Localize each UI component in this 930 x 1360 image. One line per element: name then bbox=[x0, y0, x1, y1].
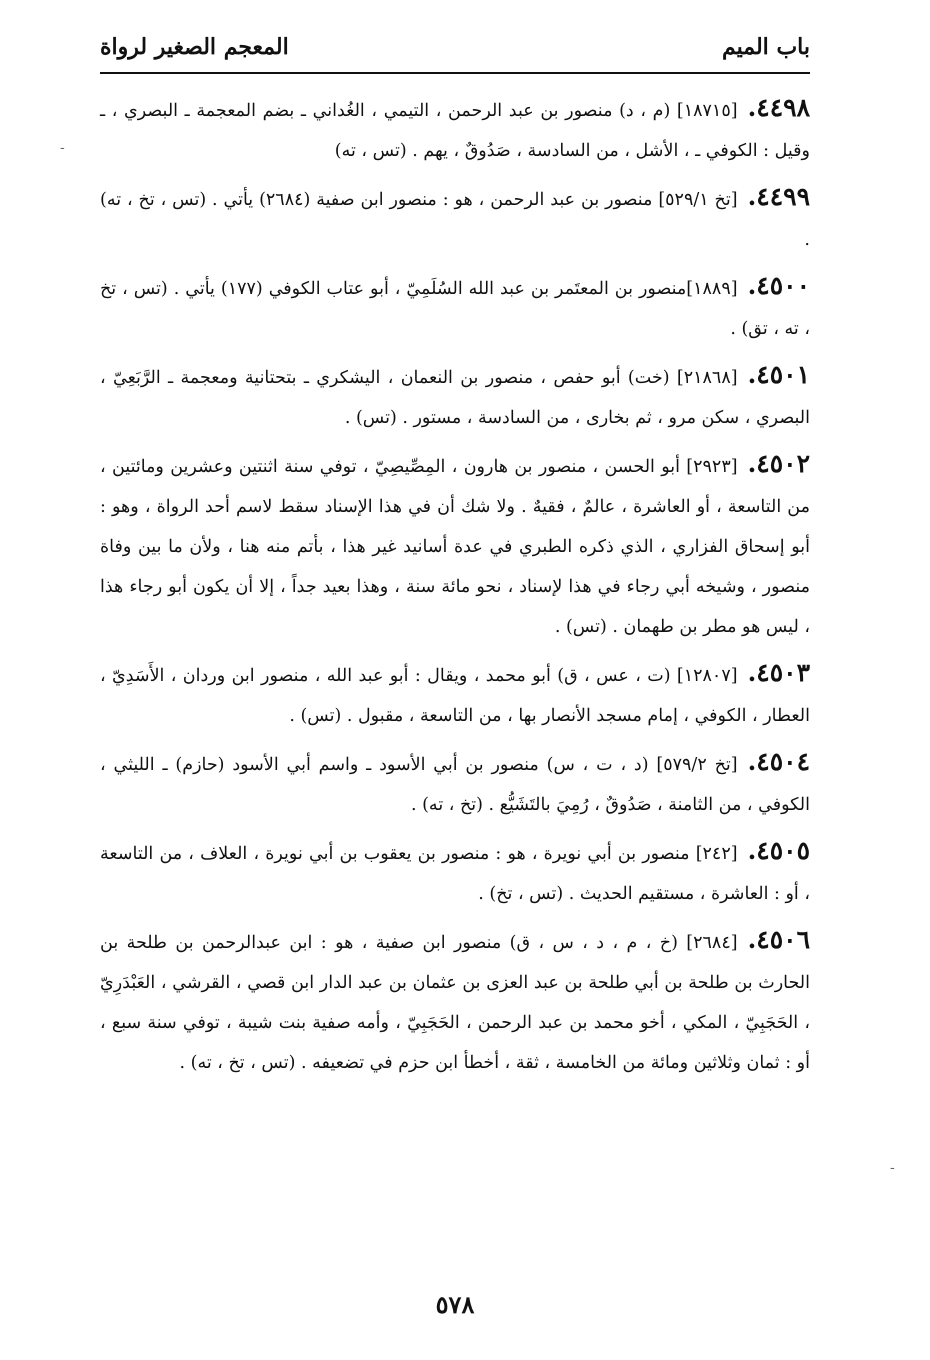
entry-number: ٤٥٠٥. bbox=[747, 836, 810, 865]
entry-number: ٤٥٠١. bbox=[747, 360, 810, 389]
entry-text: [تخ ٥٧٩/٢] (د ، ت ، س) منصور بن أبي الأسود ـ واسم أبي الأسود (حازم) ـ الليثي ، الكوفي ، من الثامنة ، صَدُوقٌ ، رُمِيَ بالتَشَيُّع . (تخ ، ته) . bbox=[100, 755, 810, 815]
entry-number: ٤٤٩٨. bbox=[747, 93, 810, 122]
entry-4499 bbox=[100, 177, 810, 260]
entry-4501 bbox=[100, 355, 810, 438]
entry-list bbox=[100, 88, 810, 1089]
entry-text: [١٢٨٠٧] (ت ، عس ، ق) أبو محمد ، ويقال : أبو عبد الله ، منصور ابن وردان ، الأَسَدِيّ ، العطار ، الكوفي ، إمام مسجد الأنصار بها ، من التاسعة ، مقبول . (تس) . bbox=[100, 666, 810, 726]
chapter-title: باب الميم bbox=[721, 34, 810, 60]
entry-4498 bbox=[100, 88, 810, 171]
entry-text: [١٨٧١٥] (م ، د) منصور بن عبد الرحمن ، التيمي ، الغُداني ـ بضم المعجمة ـ البصري ، ـ وقيل : الكوفي ـ ، الأشل ، من السادسة ، صَدُوقٌ ، يهم . (تس ، ته) bbox=[100, 101, 810, 161]
entry-4503 bbox=[100, 653, 810, 736]
entry-number: ٤٥٠٠. bbox=[747, 271, 810, 300]
page-number: ٥٧٨ bbox=[435, 1290, 475, 1319]
entry-text: [٢١٨٦٨] (خت) أبو حفص ، منصور بن النعمان ، اليشكري ـ بتحتانية ومعجمة ـ الرَّبَعِيّ ، البصري ، سكن مرو ، ثم بخارى ، من السادسة ، مستور . (تس) . bbox=[100, 368, 810, 428]
book-title: المعجم الصغير لرواة bbox=[100, 34, 289, 60]
entry-text: [٢٦٨٤] (خ ، م ، د ، س ، ق) منصور ابن صفية ، هو : ابن عبدالرحمن بن طلحة بن الحارث بن طلحة بن أبي طلحة بن عبد العزى بن عثمان بن عبد الدار ابن قصي ، القرشي ، العَبْدَرِيّ ، الحَجَبِيّ ، المكي ، أخو محمد بن عبد الرحمن ، الحَجَبِيّ ، وأمه صفية بنت شيبة ، توفي سنة سبع ، أو : ثمان وثلاثين ومائة من الخامسة ، ثقة ، أخطأ ابن حزم في تضعيفه . (تس ، تخ ، ته) . bbox=[100, 933, 810, 1073]
page bbox=[100, 0, 810, 1360]
running-header bbox=[100, 22, 810, 74]
entry-number: ٤٥٠٦. bbox=[747, 925, 810, 954]
entry-text: [٢٤٢] منصور بن أبي نويرة ، هو : منصور بن يعقوب بن أبي نويرة ، العلاف ، من التاسعة ، أو : العاشرة ، مستقيم الحديث . (تس ، تخ) . bbox=[100, 844, 810, 904]
margin-speck: - bbox=[60, 140, 65, 156]
entry-4506 bbox=[100, 920, 810, 1083]
entry-4500 bbox=[100, 266, 810, 349]
entry-number: ٤٥٠٤. bbox=[747, 747, 811, 776]
entry-text: [تخ ٥٢٩/١] منصور بن عبد الرحمن ، هو : منصور ابن صفية (٢٦٨٤) يأتي . (تس ، تخ ، ته) . bbox=[100, 190, 810, 250]
entry-4502 bbox=[100, 444, 810, 647]
entry-number: ٤٥٠٢. bbox=[747, 449, 810, 478]
entry-number: ٤٤٩٩. bbox=[747, 182, 810, 211]
entry-number: ٤٥٠٣. bbox=[747, 658, 810, 687]
margin-speck: - bbox=[890, 1160, 895, 1176]
entry-4505 bbox=[100, 831, 810, 914]
entry-4504 bbox=[100, 742, 810, 825]
entry-text: [١٨٨٩]منصور بن المعتَمر بن عبد الله السُلَمِيّ ، أبو عتاب الكوفي (١٧٧) يأتي . (تس ، تخ ، ته ، تق) . bbox=[100, 279, 810, 339]
entry-text: [٢٩٢٣] أبو الحسن ، منصور بن هارون ، المِصِّيصِيّ ، توفي سنة اثنتين وعشرين ومائتين ، من التاسعة ، أو العاشرة ، عالمٌ ، فقيهٌ . ولا شك أن في هذا الإسناد سقط لاسم أحد الرواة ، وهو : أبو إسحاق الفزاري ، الذي ذكره الطبري في عدة أسانيد غير هذا ، بأتم منه هنا ، ولأن ما بين وفاة منصور ، وشيخه أبي رجاء في هذا لإسناد ، نحو مائة سنة ، وهذا بعيد جداً ، إلا أن يكون أبو رجاء هذا ، ليس هو مطر بن طهمان . (تس) . bbox=[100, 457, 810, 637]
